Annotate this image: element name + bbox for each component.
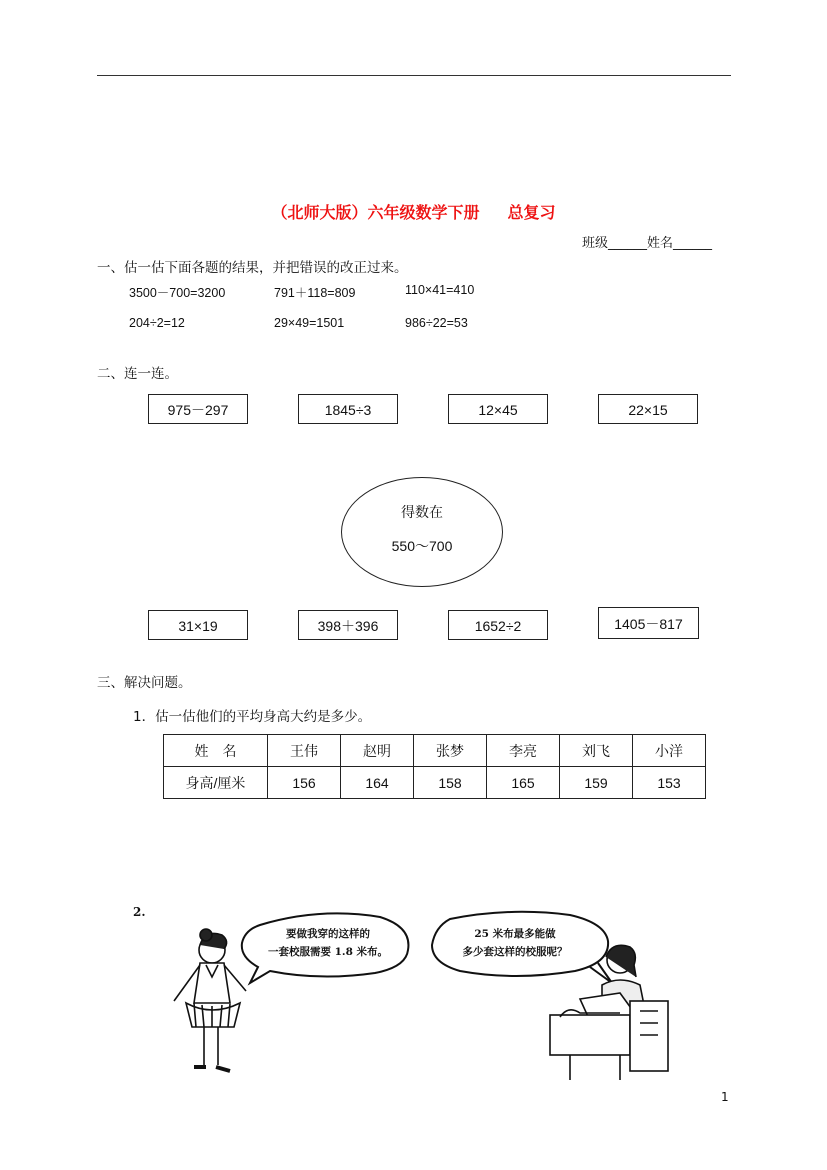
expression-box: 1405－817 <box>598 607 699 639</box>
equation: 29×49=1501 <box>274 316 345 330</box>
table-cell: 李亮 <box>487 735 560 767</box>
table-cell: 165 <box>487 767 560 799</box>
section3-heading: 三、解决问题。 <box>97 675 192 691</box>
page-title <box>0 200 827 223</box>
table-cell: 小洋 <box>633 735 706 767</box>
table-row <box>164 735 706 767</box>
table-row <box>164 767 706 799</box>
page-number: 1 <box>721 1090 729 1104</box>
bubble-right-line1: 25 米布最多能做 <box>474 928 556 940</box>
equation: 3500－700=3200 <box>129 286 226 300</box>
table-cell: 张梦 <box>414 735 487 767</box>
table-cell: 赵明 <box>341 735 414 767</box>
title-sub: 总复习 <box>507 203 556 222</box>
title-main: （北师大版）六年级数学下册 <box>271 203 480 222</box>
table-cell: 姓 名 <box>164 735 268 767</box>
table-cell: 158 <box>414 767 487 799</box>
header-rule <box>97 75 731 76</box>
illustration <box>150 905 680 1085</box>
table-cell: 153 <box>633 767 706 799</box>
section1-heading: 一、估一估下面各题的结果，并把错误的改正过来。 <box>97 260 408 276</box>
bubble-right-text <box>440 925 590 961</box>
table-cell: 刘飞 <box>560 735 633 767</box>
expression-box: 31×19 <box>148 610 248 640</box>
ellipse-line1: 得数在 <box>401 505 443 521</box>
question-1: 1．估一估他们的平均身高大约是多少。 <box>133 709 372 725</box>
table-cell: 159 <box>560 767 633 799</box>
center-ellipse <box>341 477 503 587</box>
expression-box: 1845÷3 <box>298 394 398 424</box>
equation: 986÷22=53 <box>405 316 468 330</box>
table-cell: 王伟 <box>268 735 341 767</box>
girl-figure <box>174 929 246 1071</box>
equation: 110×41=410 <box>405 283 475 297</box>
class-name-line: 班级______姓名______ <box>582 236 713 251</box>
bubble-left-text <box>258 925 398 961</box>
question-2-number: 2. <box>133 905 146 919</box>
expression-box: 975－297 <box>148 394 248 424</box>
bubble-right-line2: 多少套这样的校服呢？ <box>462 946 568 958</box>
ellipse-line2: 550～700 <box>391 538 453 554</box>
bubble-left-line2: 一套校服需要 1.8 米布。 <box>267 946 389 958</box>
equation: 791＋118=809 <box>274 286 356 300</box>
height-table <box>163 734 706 799</box>
expression-box: 12×45 <box>448 394 548 424</box>
table-cell: 156 <box>268 767 341 799</box>
equation: 204÷2=12 <box>129 316 185 330</box>
expression-box: 22×15 <box>598 394 698 424</box>
table-cell: 164 <box>341 767 414 799</box>
table-cell: 身高/厘米 <box>164 767 268 799</box>
expression-box: 398＋396 <box>298 610 398 640</box>
expression-box: 1652÷2 <box>448 610 548 640</box>
section2-heading: 二、连一连。 <box>97 366 178 382</box>
bubble-left-line1: 要做我穿的这样的 <box>286 928 370 940</box>
